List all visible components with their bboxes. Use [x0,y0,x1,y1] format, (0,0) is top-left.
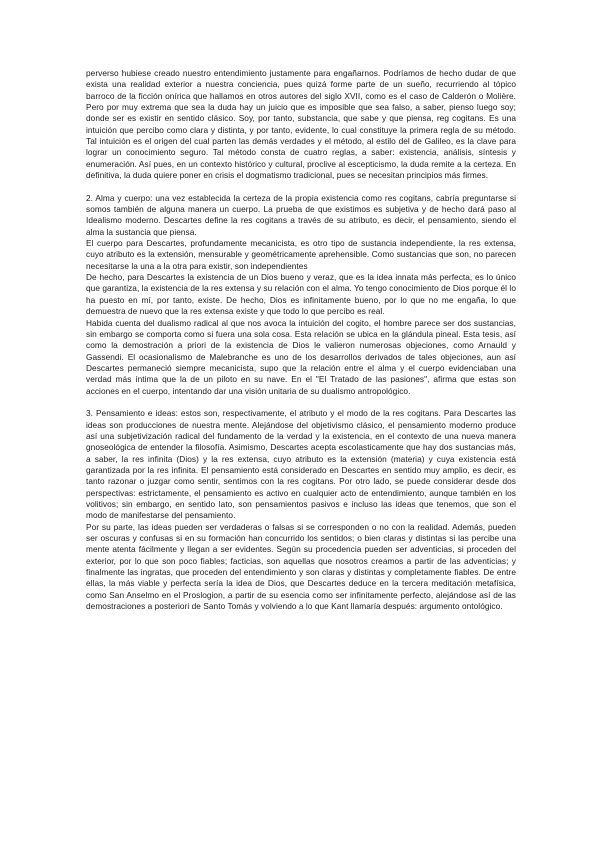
paragraph-pensamiento-ideas: 3. Pensamiento e ideas: estos son, respectivamente, el atributo y el modo de la res cogitans. Para Descartes las ideas son producciones de nuestra mente. Alejándose del objetivismo clásico, el pensamiento moderno produce así una subjetivización radical del fundamento de la verdad y la existencia, en el contexto de una nueva manera gnoseológica de entender la filosofía. Asimismo, Descartes acepta escolasticamente que hay dos sustancias más, a saber, la res infinita (Dios) y la res extensa, cuyo atributo es la extensión (materia) y cuya existencia está garantizada por la res infinita. El pensamiento está considerado en Descartes en sentido muy amplio, es decir, es tanto razonar o juzgar como sentir, sentimos con la res cogitans. Por otro lado, se puede considerar desde dos perspectivas: estrictamente, el pensamiento es activo en cualquier acto de entendimiento, aunque también en los volitivos; sin embargo, en sentido lato, son pensamientos pasivos e incluso las ideas que tenemos, que son el modo de manifestarse del pensamiento. [86,408,516,521]
document-page [86,68,516,612]
paragraph-tipos-ideas: Por su parte, las ideas pueden ser verdaderas o falsas si se corresponden o no con la realidad. Además, pueden ser oscuras y confusas si en su formación han concurrido los sentidos; o bien claras y distintas si las percibe una mente atenta fácilmente y llegan a ser evidentes. Según su procedencia pueden ser adventicias, si proceden del exterior, por lo que son poco fiables; facticias, son aquellas que nosotros creamos a partir de las adventicias; y finalmente las ingratas, que proceden del entendimiento y son claras y distintas y completamente fiables. De entre ellas, la más viable y perfecta sería la idea de Dios, que Descartes deduce en la tercera meditación metafísica, como San Anselmo en el Proslogion, a partir de su esencia como ser infinitamente perfecto, alejándose así de las demostraciones a posteriori de Santo Tomás y volviendo a lo que Kant llamaría después: argumento ontológico. [86,521,516,612]
section-gap [86,181,516,192]
paragraph-alma-cuerpo: 2. Alma y cuerpo: una vez establecida la certeza de la propia existencia como res cogitans, cabría preguntarse si somos también de alguna manera un cuerpo. La prueba de que existimos es subjetiva y de hecho dará paso al Idealismo moderno. Descartes define la res cogitans a través de su atributo, es decir, el pensamiento, siendo el alma la sustancia que piensa. [86,192,516,237]
paragraph-dualismo: Habida cuenta del dualismo radical al que nos avoca la intuición del cogito, el hombre parece ser dos sustancias, sin embargo se comporta como si fuera una sola cosa. Esta relación se ubica en la glándula pineal. Esta tesis, así como la demostración a priori de la existencia de Dios le valieron numerosas objeciones, como Arnauld y Gassendi. El ocasionalismo de Malebranche es uno de los desarrollos derivados de tales objeciones, aun así Descartes permaneció siempre mecanicista, supo que la relación entre el alma y el cuerpo evidenciaban una verdad más íntima que la de un piloto en su nave. En el "El Tratado de las pasiones", afirma que estas son acciones en el cuerpo, intentando dar una visión unitaria de su dualismo antropológico. [86,317,516,396]
section-gap [86,397,516,408]
paragraph-cuerpo-extenso: El cuerpo para Descartes, profundamente mecanicista, es otro tipo de sustancia independiente, la res extensa, cuyo atributo es la extensión, mensurable y geométricamente aprehensible. Como sustancias que son, no parecen necesitarse la una a la otra para existir, son independientes [86,238,516,271]
paragraph-dios-garantia: De hecho, para Descartes la existencia de un Dios bueno y veraz, que es la idea innata más perfecta, es lo único que garantiza, la existencia de la res extensa y su relación con el alma. Yo tengo conocimiento de Dios porque él lo ha puesto en mí, por tanto, existe. De hecho, Dios es infinitamente bueno, por lo que no me engaña, lo que demuestra de nuevo que la res extensa existe y que todo lo que percibo es real. [86,272,516,317]
paragraph-duda: perverso hubiese creado nuestro entendimiento justamente para engañarnos. Podríamos de hecho dudar de que exista una realidad exterior a nuestra conciencia, pues quizá forme parte de un sueño, recurriendo al tópico barroco de la ficción onírica que hallamos en otros autores del siglo XVII, como es el caso de Calderón o Molière. Pero por muy extrema que sea la duda hay un juicio que es imposible que sea falso, a saber, pienso luego soy; donde ser es existir en sentido clásico. Soy, por tanto, substancia, que sabe y que piensa, reg cogitans. Es una intuición que percibo como clara y distinta, y por tanto, evidente, lo cual constituye la primera regla de su método. Tal intuición es el origen del cual parten las demás verdades y el método, al estilo del de Galileo, es la clave para lograr un conocimiento seguro. Tal método consta de cuatro reglas, a saber: existencia, análisis, síntesis y enumeración. Así pues, en un contexto histórico y cultural, proclive al escepticismo, la duda remite a la certeza. En definitiva, la duda quiere poner en crisis el dogmatismo tradicional, pues se necesitan principios más firmes. [86,68,516,181]
